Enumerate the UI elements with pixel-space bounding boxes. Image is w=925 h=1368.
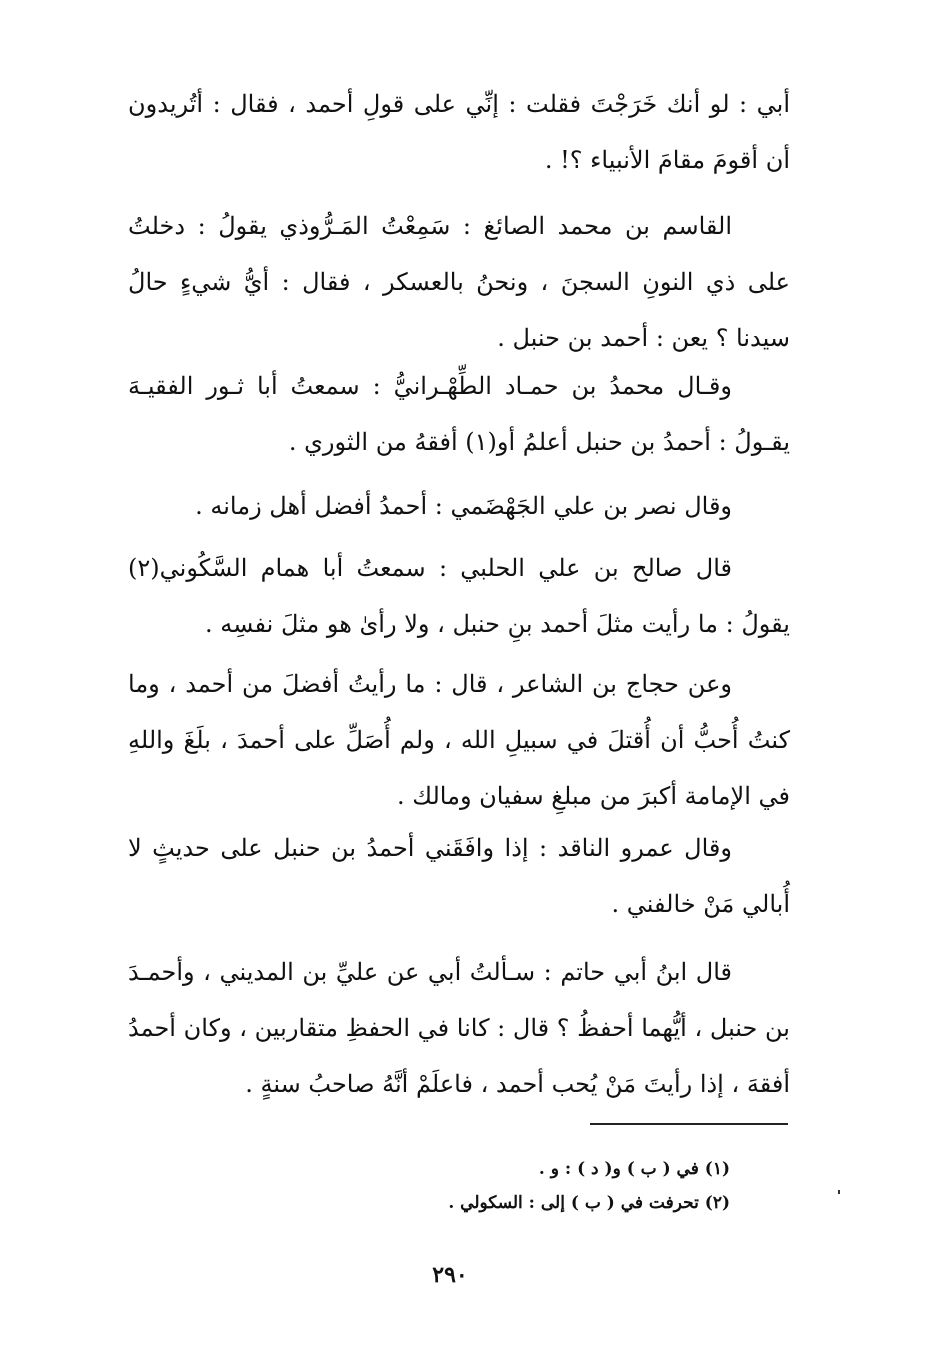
- footnote-1: (١) في ( ب ) و( د ) : و .: [538, 1159, 730, 1179]
- footnotes: [400, 1152, 730, 1220]
- paragraph-amr-naqid: وقال عمرو الناقد : إذا وافَقَني أحمدُ بن حنبل على حديثٍ لا أُبالي مَنْ خالفني .: [128, 834, 790, 918]
- paragraph-muhammad-tihrani: وقـال محمدُ بن حمـاد الطِّهْـرانيُّ : سمعتُ أبا ثـور الفقيـهَ يقـولُ : أحمدُ بن حنبل أعلمُ أو(١) أفقهُ من الثوري .: [128, 372, 790, 456]
- paragraph-block-8: [128, 944, 790, 1112]
- paragraph-block-2: [128, 198, 790, 366]
- paragraph-ibn-abi-hatim: قال ابنُ أبي حاتم : سـألتُ أبي عن عليِّ بن المديني ، وأحمـدَ بن حنبل ، أيُّهما أحفظُ ؟ قال : كانا في الحفظِ متقاربين ، وكان أحمدُ أفقهَ ، إذا رأيتَ مَنْ يُحب أحمد ، فاعلَمْ أنَّهُ صاحبُ سنةٍ .: [128, 958, 790, 1098]
- paragraph-block-4: [128, 478, 790, 534]
- paragraph-hajjaj-shair: وعن حجاج بن الشاعر ، قال : ما رأيتُ أفضلَ من أحمد ، وما كنتُ أُحبُّ أن أُقتلَ في سبيلِ الله ، ولم أُصَلِّ على أحمدَ ، بلَغَ واللهِ في الإمامة أكبرَ من مبلغِ سفيان ومالك .: [128, 670, 790, 810]
- paragraph-block-3: [128, 358, 790, 470]
- paragraph-abi-law-annaka: أبي : لو أنك خَرَجْتَ فقلت : إنِّي على قولِ أحمد ، فقال : أتُريدون أن أقومَ مقامَ الأنبياء ؟! .: [128, 90, 790, 174]
- footnote-separator: [590, 1123, 788, 1125]
- paragraph-block-6: [128, 656, 790, 824]
- paragraph-block-5: [128, 540, 790, 652]
- page-number: ٢٩٠: [432, 1262, 468, 1288]
- scan-speck: [838, 1190, 840, 1194]
- paragraph-salih-halabi: قال صالح بن علي الحلبي : سمعتُ أبا همام السَّكُوني(٢) يقولُ : ما رأيت مثلَ أحمد بنِ حنبل ، ولا رأىٰ هو مثلَ نفسِه .: [128, 554, 790, 638]
- paragraph-block-1: [128, 76, 790, 188]
- footnote-2: (٢) تحرفت في ( ب ) إلى : السكولي .: [448, 1193, 730, 1213]
- paragraph-al-qasim: القاسم بن محمد الصائغ : سَمِعْتُ المَـرُّوذي يقولُ : دخلتُ على ذي النونِ السجنَ ، ونحنُ بالعسكر ، فقال : أيُّ شيءٍ حالُ سيدنا ؟ يعن : أحمد بن حنبل .: [128, 212, 790, 352]
- paragraph-nasr-jahdami: وقال نصر بن علي الجَهْضَمي : أحمدُ أفضل أهل زمانه .: [195, 492, 732, 520]
- paragraph-block-7: [128, 820, 790, 932]
